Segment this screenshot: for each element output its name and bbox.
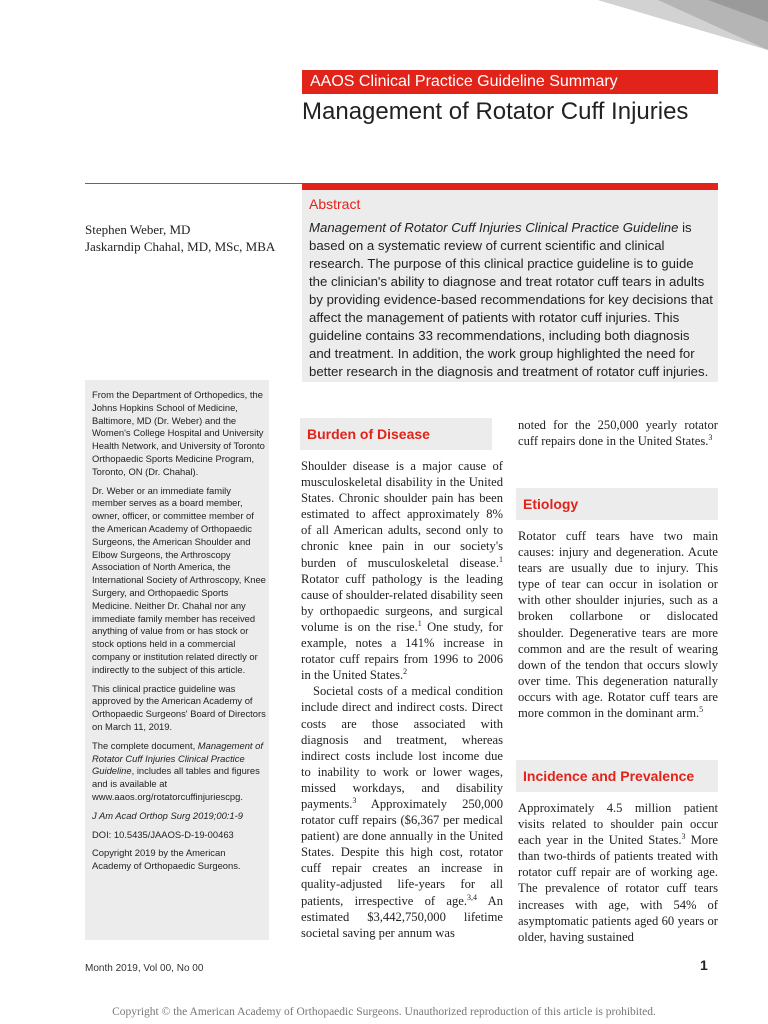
author-name: Stephen Weber, MD: [85, 222, 191, 237]
doi: DOI: 10.5435/JAAOS-D-19-00463: [92, 828, 234, 840]
etiology-text: Rotator cuff tears have two main causes: injury and degeneration. Acute tears are usually due to injury. This type of tear can occur in isolation or with other shoulder injuries, such as a broken collarbone or dislocated shoulder. Degenerative tears are more common and are the result of wearing down of the tendon that occurs slowly over time. This degeneration naturally occurs with age. Rotator cuff tears are more common in the dominant arm.$^5$: [518, 529, 718, 721]
abstract-body: is based on a systematic review of current scientific and clinical research. The purpose of this clinical practice guideline is to guide the clinician's ability to diagnose and treat rotator cuff tears in adults by providing evidence-based recommendations for key decisions that affect the management of patients with rotator cuff injuries. This guideline contains 33 recommendations, including both diagnosis and treatment. In addition, the work group highlighted the need for better research in the diagnosis and treatment of rotator cuff injuries.: [309, 220, 713, 379]
abstract-text: [309, 219, 714, 381]
burden-continued-text: noted for the 250,000 yearly rotator cuff repairs done in the United States.$^3$: [518, 418, 718, 449]
disclosure: Dr. Weber or an immediate family member serves as a board member, owner, officer, or committee member of the American Academy of Orthopaedic Surgeons, the American Shoulder and Elbow Surgeons, the Arthroscopy Association of North America, the International Society of Arthroscopy, Knee Surgery, and Orthopaedic Sports Medicine. Neither Dr. Chahal nor any immediate family member has received anything of value from or has stock or stock options held in a commercial company or institution related directly or indirectly to the subject of this article.: [92, 484, 266, 675]
section-heading-box: [516, 488, 718, 520]
affiliation: From the Department of Orthopedics, the Johns Hopkins School of Medicine, Baltimore, MD (Dr. Weber) and the Women's College Hospital and University Health Network, and University of Toronto Orthopaedic Sports Medicine Program, Toronto, ON (Dr. Chahal).: [92, 389, 265, 477]
guideline-banner: AAOS Clinical Practice Guideline Summary: [302, 70, 718, 94]
article-info-text: [92, 389, 266, 879]
issue-info: Month 2019, Vol 00, No 00: [85, 963, 204, 974]
article-title: Management of Rotator Cuff Injuries: [302, 98, 689, 125]
approval-note: This clinical practice guideline was approved by the American Academy of Orthopaedic Surgeons' Board of Directors on March 11, 2019.: [92, 682, 266, 732]
abstract-top-rule: [302, 183, 718, 190]
journal-citation: J Am Acad Orthop Surg 2019;00:1-9: [92, 809, 243, 821]
copyright-note: Copyright 2019 by the American Academy of Orthopaedic Surgeons.: [92, 847, 241, 872]
abstract-heading: Abstract: [309, 196, 361, 212]
abstract-italic-lead: Management of Rotator Cuff Injuries Clinical Practice Guideline: [309, 220, 679, 235]
paragraph: Shoulder disease is a major cause of musculoskeletal disability in the United States. Chronic shoulder pain has been estimated to affect approximately 8% of all American adults, second only to chronic knee pain in our society's burden of musculoskeletal disease.$^1$ Rotator cuff pathology is the leading cause of shoulder-related disability seen by orthopaedic surgeons, and surgical volume is on the rise.$^1$ One study, for example, notes a 141% increase in rotator cuff repairs from 1996 to 2006 in the United States.$^2$: [301, 459, 503, 683]
page-number: 1: [700, 957, 708, 973]
incidence-text: Approximately 4.5 million patient visits related to shoulder pain occur each year in the United States.$^3$ More than two-thirds of patients treated with rotator cuff repair are of working age. The prevalence of rotator cuff tears increases with age, with 54% of asymptomatic patients aged 60 years or older, having sustained: [518, 801, 718, 944]
complete-document-note: The complete document, Management of Rotator Cuff Injuries Clinical Practice Guideline, includes all tables and figures and is available at www.aaos.org/rotatorcuffinjuriescpg.: [92, 739, 263, 802]
section-heading-etiology: Etiology: [523, 496, 579, 512]
copyright-footer: Copyright © the American Academy of Orthopaedic Surgeons. Unauthorized reproduction of this article is prohibited.: [112, 1006, 656, 1018]
paragraph: Societal costs of a medical condition include direct and indirect costs. Direct costs are those associated with diagnosis and treatment, whereas indirect costs include lost income due to inability to work or lower wages, missed workdays, and disability payments.$^3$ Approximately 250,000 rotator cuff repairs ($6,367 per medical patient) are done annually in the United States. Despite this high cost, rotator cuff repair creates an increase in quality-adjusted life-years for all patients, irrespective of age.$^{3,4}$ An estimated $3,442,750,000 lifetime societal saving per annum was: [301, 684, 503, 940]
burden-of-disease-text: [301, 458, 503, 941]
section-heading-box: [300, 418, 492, 450]
section-heading-burden: Burden of Disease: [307, 426, 430, 442]
page-corner-fold-decoration: [598, 0, 768, 50]
author-list: [85, 221, 285, 255]
section-heading-incidence: Incidence and Prevalence: [523, 768, 695, 784]
header-divider: [85, 183, 302, 184]
author-name: Jaskarndip Chahal, MD, MSc, MBA: [85, 239, 276, 254]
section-heading-box: [516, 760, 718, 792]
